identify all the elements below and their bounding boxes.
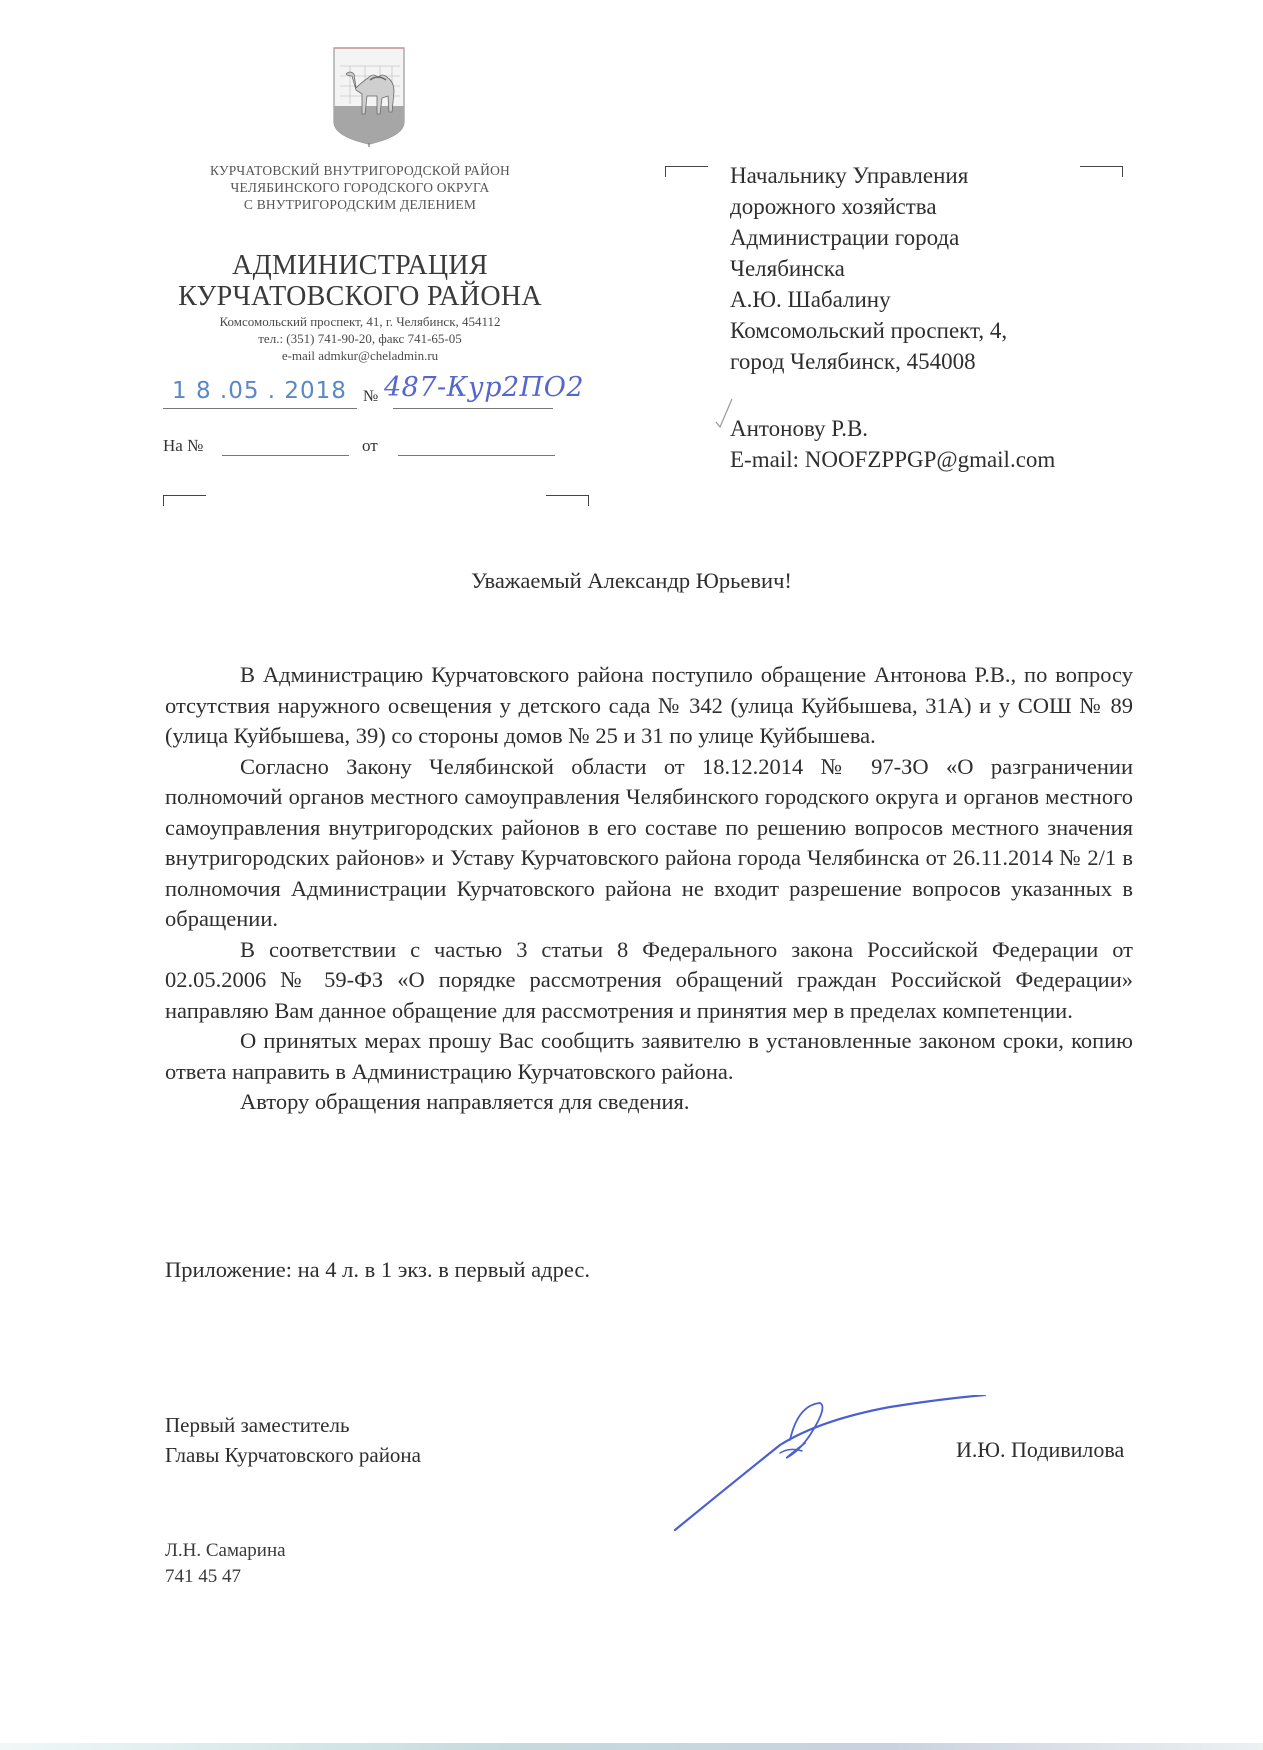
- org-email: e-mail admkur@cheladmin.ru: [281, 348, 439, 363]
- executor-name: Л.Н. Самарина: [165, 1540, 286, 1561]
- addressee-line: Начальнику Управления: [730, 163, 969, 188]
- addressee-address: Комсомольский проспект, 4,: [730, 318, 1008, 343]
- letter-body: [165, 660, 1133, 1118]
- org-line: ЧЕЛЯБИНСКОГО ГОРОДСКОГО ОКРУГА: [230, 180, 490, 195]
- signatory-title-line: Первый заместитель: [165, 1413, 350, 1437]
- reply-from-field: [398, 455, 555, 456]
- org-title-line: АДМИНИСТРАЦИЯ: [232, 250, 488, 281]
- addressee-corner-tr: [1080, 166, 1123, 177]
- copy-addressee-block: [730, 413, 1055, 475]
- addressee-line: Администрации города: [730, 225, 960, 250]
- reply-to-label: На №: [163, 436, 204, 455]
- coat-of-arms-icon: [330, 44, 408, 148]
- signatory-title-line: Главы Курчатовского района: [165, 1443, 421, 1467]
- addressee-block: [730, 160, 1007, 377]
- attachment-note: Приложение: на 4 л. в 1 экз. в первый адрес.: [165, 1257, 590, 1282]
- org-phone: тел.: (351) 741-90-20, факс 741-65-05: [258, 331, 462, 346]
- left-block-corner-tl: [163, 495, 206, 506]
- body-paragraph: О принятых мерах прошу Вас сообщить заявителю в установленные законом сроки, копию ответа направить в Администрацию Курчатовского района.: [165, 1028, 1133, 1084]
- addressee-line: Челябинска: [730, 256, 845, 281]
- number-label: №: [363, 388, 379, 405]
- org-title-line: КУРЧАТОВСКОГО РАЙОНА: [178, 281, 542, 312]
- reply-to-field: [222, 455, 349, 456]
- executor-phone: 741 45 47: [165, 1566, 241, 1587]
- copy-addressee-email: E-mail: NOOFZPPGP@gmail.com: [730, 447, 1056, 472]
- registration-number: 487-Кур2ПО2: [384, 372, 585, 403]
- body-paragraph: Согласно Закону Челябинской области от 18.12.2014 № 97-ЗО «О разграничении полномочий органов местного самоуправления Челябинского городского округа и органов местного самоуправления внутригородских районов в его составе по решению вопросов местного значения внутригородских районов» и Уставу Курчатовского района города Челябинска от 26.11.2014 № 2/1 в полномочия Администрации Курчатовского района не входит разрешение вопросов указанных в обращении.: [165, 753, 1133, 931]
- body-paragraph: В Администрацию Курчатовского района поступило обращение Антонова Р.В., по вопросу отсутствия наружного освещения у детского сада № 342 (улица Куйбышева, 31А) и у СОШ № 89 (улица Куйбышева, 39) со стороны домов № 25 и 31 по улице Куйбышева.: [165, 662, 1133, 748]
- date-underline: [163, 408, 357, 409]
- executor-block: [165, 1538, 286, 1590]
- copy-addressee-name: Антонову Р.В.: [730, 416, 869, 441]
- org-address: Комсомольский проспект, 41, г. Челябинск, 454112: [219, 314, 501, 329]
- number-underline: [393, 408, 553, 409]
- org-line: КУРЧАТОВСКИЙ ВНУТРИГОРОДСКОЙ РАЙОН: [210, 163, 510, 178]
- body-paragraph: В соответствии с частью 3 статьи 8 Федерального закона Российской Федерации от 02.05.2006 № 59-ФЗ «О порядке рассмотрения обращений граждан Российской Федерации» направляю Вам данное обращение для рассмотрения и принятия мер в пределах компетенции.: [165, 936, 1133, 1023]
- addressee-name: А.Ю. Шабалину: [730, 287, 891, 312]
- reply-from-label: от: [362, 436, 378, 455]
- left-block-corner-tr: [546, 495, 589, 506]
- org-title: [150, 250, 570, 312]
- signatory-name: И.Ю. Подивилова: [956, 1437, 1125, 1462]
- addressee-line: дорожного хозяйства: [730, 194, 937, 219]
- body-paragraph: Автору обращения направляется для сведения.: [240, 1089, 690, 1114]
- date-stamp: 1 8 .05 . 2018: [172, 378, 347, 404]
- scan-edge-artifact: [0, 1743, 1263, 1750]
- addressee-city: город Челябинск, 454008: [730, 349, 976, 374]
- addressee-corner-tl: [665, 166, 708, 177]
- org-district-name: [150, 162, 570, 213]
- signatory-title: [165, 1410, 421, 1470]
- org-contacts: [150, 313, 570, 364]
- org-line: С ВНУТРИГОРОДСКИМ ДЕЛЕНИЕМ: [243, 197, 477, 212]
- greeting: Уважаемый Александр Юрьевич!: [471, 568, 792, 593]
- handwritten-signature-icon: [670, 1395, 990, 1535]
